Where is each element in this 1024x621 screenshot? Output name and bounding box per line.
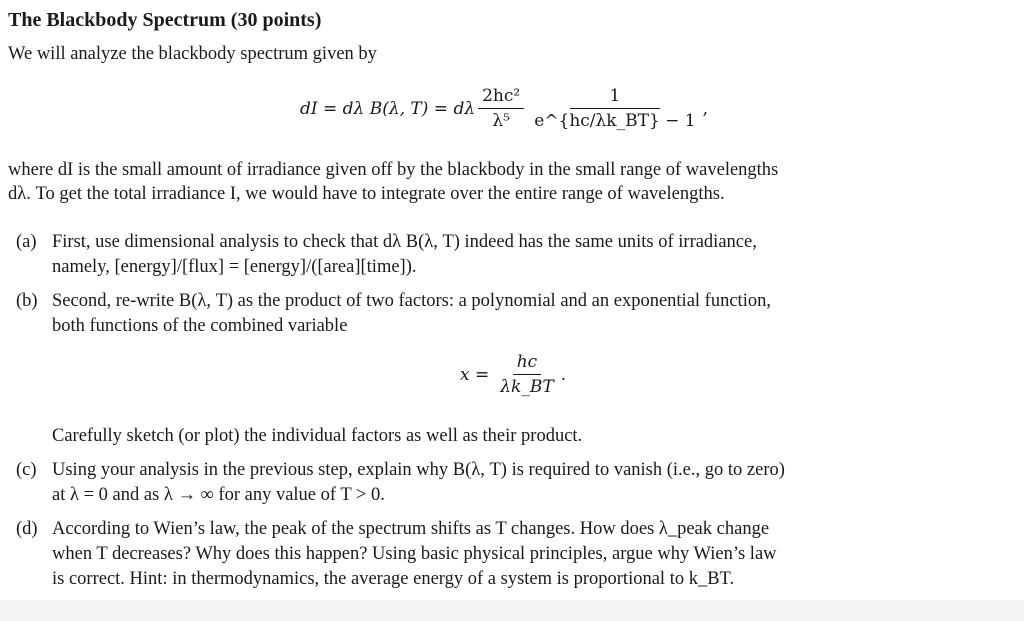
- item-d-line2: when T decreases? Why does this happen? Using basic physical principles, argue why Wien’s law: [52, 544, 777, 564]
- item-d-line3: is correct. Hint: in thermodynamics, the average energy of a system is proportional to k_BT.: [52, 569, 735, 589]
- eq1-fraction-2: [530, 86, 699, 131]
- item-c-line1: Using your analysis in the previous step, explain why B(λ, T) is required to vanish (i.e., go to zero): [52, 460, 785, 480]
- eq1-tail: ,: [702, 98, 709, 119]
- item-b-line1: Second, re-write B(λ, T) as the product of two factors: a polynomial and an exponential function,: [52, 291, 771, 311]
- item-b-label: (b): [16, 291, 38, 311]
- eq1-f1-denominator: λ⁵: [492, 111, 510, 131]
- eq1-f1-numerator: 2hc²: [478, 86, 524, 109]
- item-a-label: (a): [16, 232, 37, 252]
- item-c-line2: at λ = 0 and as λ → ∞ for any value of T > 0.: [52, 485, 385, 505]
- eq1-f2-denominator: e^{hc/λk_BT} − 1: [534, 111, 696, 131]
- x-definition-equation: [460, 352, 566, 397]
- item-b-line3: Carefully sketch (or plot) the individual factors as well as their product.: [52, 426, 583, 446]
- item-d-line1: According to Wien’s law, the peak of the spectrum shifts as T changes. How does λ_peak change: [52, 519, 770, 539]
- para2-line1: where dI is the small amount of irradiance given off by the blackbody in the small range of wavelengths: [8, 160, 779, 180]
- eq2-fraction: [496, 352, 557, 397]
- item-a-line2: namely, [energy]/[flux] = [energy]/([area][time]).: [52, 257, 417, 277]
- eq2-denominator: λk_BT: [500, 377, 554, 397]
- eq1-fraction-1: [478, 86, 524, 131]
- problem-title: The Blackbody Spectrum (30 points): [8, 9, 322, 31]
- para2-line2: dλ. To get the total irradiance I, we would have to integrate over the entire range of wavelengths.: [8, 184, 725, 204]
- item-b-line2: both functions of the combined variable: [52, 316, 348, 336]
- eq2-tail: .: [560, 364, 567, 385]
- eq2-lhs: x =: [460, 364, 490, 385]
- item-a-line1: First, use dimensional analysis to check that dλ B(λ, T) indeed has the same units of irradiance,: [52, 232, 757, 252]
- blackbody-equation: [300, 86, 708, 131]
- page-bottom-margin: [0, 600, 1024, 621]
- intro-text: We will analyze the blackbody spectrum given by: [8, 44, 377, 64]
- eq2-numerator: hc: [513, 352, 541, 375]
- eq1-lhs: dI = dλ B(λ, T) = dλ: [300, 98, 476, 119]
- item-c-label: (c): [16, 460, 37, 480]
- eq1-f2-numerator: 1: [570, 86, 661, 109]
- item-d-label: (d): [16, 519, 38, 539]
